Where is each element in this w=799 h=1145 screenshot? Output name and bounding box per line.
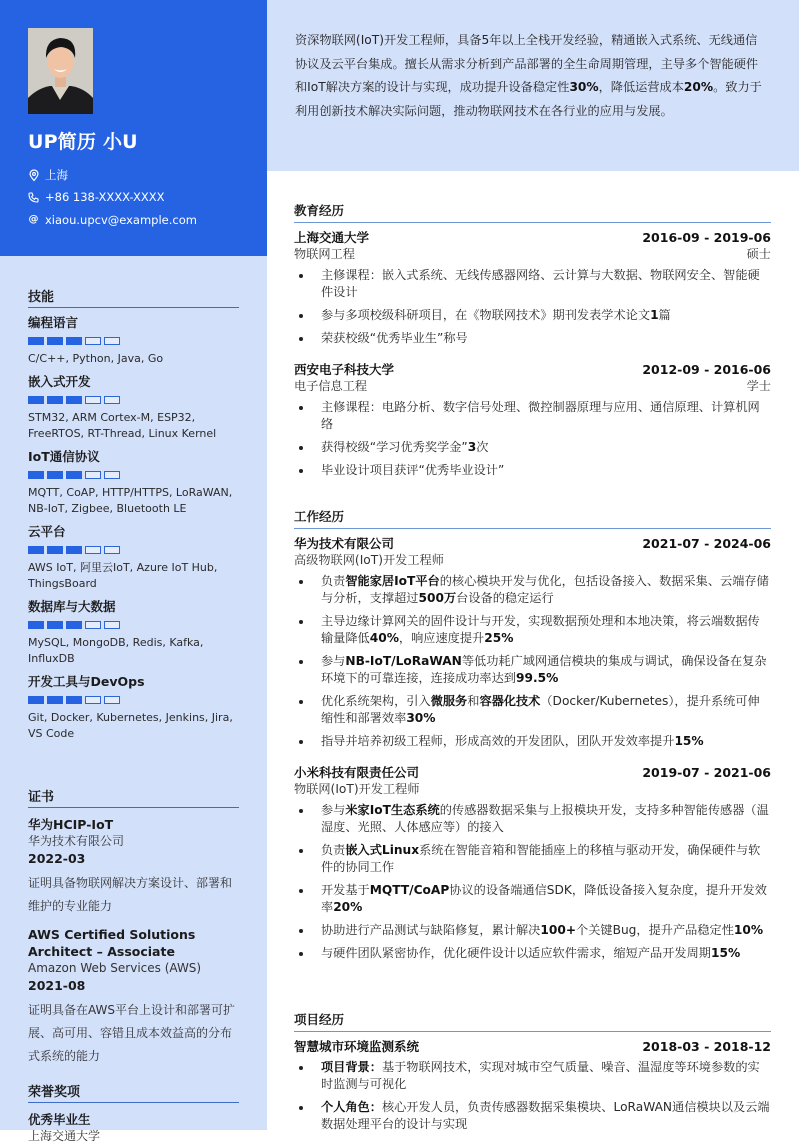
skill-name: IoT通信协议 bbox=[28, 449, 100, 464]
major: 物联网工程 bbox=[294, 247, 355, 261]
bullet-item bbox=[294, 802, 771, 836]
profile-header bbox=[0, 0, 267, 256]
text-segment: 资深物联网(IoT)开发工程师，具备5年以上全栈开发经验，精通嵌入式系统、无线通信协议及云平台集成。擅长从需求分析到产品部署的全生命周期管理，主导多个智能硬件和IoT解决方案的设计与实现，成功提升设备稳定性 bbox=[295, 33, 759, 94]
skill-item bbox=[28, 373, 239, 442]
bullet-item bbox=[294, 573, 771, 607]
level-filled-icon bbox=[28, 337, 44, 345]
certificates-list bbox=[28, 816, 239, 1068]
level-filled-icon bbox=[28, 396, 44, 404]
education-section bbox=[294, 201, 771, 485]
highlight-text: 30% bbox=[406, 711, 436, 725]
at-sign-icon: @ bbox=[28, 214, 39, 225]
education-list bbox=[294, 229, 771, 479]
contact-location bbox=[28, 167, 68, 183]
bullet-item bbox=[294, 267, 771, 301]
bullet-list bbox=[294, 1059, 771, 1133]
bullet-item bbox=[294, 439, 771, 456]
job-title: 物联网(IoT)开发工程师 bbox=[294, 782, 420, 796]
job-title: 高级物联网(IoT)开发工程师 bbox=[294, 553, 444, 567]
bullet-item bbox=[294, 307, 771, 324]
skill-item bbox=[28, 598, 239, 667]
projects-section bbox=[294, 1010, 771, 1139]
text-segment: 参与 bbox=[321, 654, 346, 668]
honors-section bbox=[28, 1081, 239, 1145]
sidebar bbox=[0, 0, 267, 1143]
bullet-item bbox=[294, 945, 771, 962]
text-segment: 开发基于 bbox=[321, 883, 370, 897]
school-name: 西安电子科技大学 bbox=[294, 362, 395, 377]
text-segment: 负责 bbox=[321, 843, 346, 857]
avatar bbox=[28, 28, 93, 114]
degree: 硕士 bbox=[746, 247, 771, 261]
text-segment: 和 bbox=[467, 694, 480, 708]
highlight-text: 米家IoT生态系统 bbox=[345, 803, 440, 817]
project-name: 智慧城市环境监测系统 bbox=[294, 1039, 420, 1054]
skill-name: 编程语言 bbox=[28, 315, 79, 330]
work-heading: 工作经历 bbox=[294, 507, 771, 529]
certificate-item bbox=[28, 926, 239, 1068]
contact-email bbox=[28, 213, 197, 227]
text-segment: （Docker/Kubernetes），提升系统可伸缩性和部署效率 bbox=[321, 694, 760, 725]
level-empty-icon bbox=[104, 396, 120, 404]
company-name: 华为技术有限公司 bbox=[294, 536, 395, 551]
text-segment: 等低功耗广域网通信模块的集成与调试，确保设备在复杂环境下的可靠连接，连接成功率达到 bbox=[321, 654, 767, 685]
text-segment: 核心开发人员，负责传感器数据采集模块、LoRaWAN通信模块以及云端数据处理平台的设计与实现 bbox=[321, 1100, 770, 1131]
level-filled-icon bbox=[28, 546, 44, 554]
work-section bbox=[294, 507, 771, 968]
bullet-item bbox=[294, 330, 771, 347]
school-name: 上海交通大学 bbox=[294, 230, 370, 245]
text-segment: 个关键Bug，提升产品稳定性 bbox=[576, 923, 734, 937]
date-range: 2019-07 - 2021-06 bbox=[642, 765, 771, 780]
project-entry bbox=[294, 1038, 771, 1133]
highlight-text: 15% bbox=[711, 946, 741, 960]
entry-header bbox=[294, 764, 771, 781]
date-range: 2018-03 - 2018-12 bbox=[642, 1039, 771, 1054]
text-segment: 台设备的稳定运行 bbox=[456, 591, 554, 605]
level-empty-icon bbox=[85, 396, 101, 404]
highlight-text: NB-IoT/LoRaWAN bbox=[345, 654, 462, 668]
contact-phone bbox=[28, 190, 164, 204]
work-list bbox=[294, 535, 771, 962]
text-segment: 。致力于利用创新技术解决实际问题，推动物联网技术在各行业的应用与发展。 bbox=[295, 80, 762, 118]
location-pin-icon bbox=[28, 170, 39, 181]
highlight-text: 25% bbox=[484, 631, 514, 645]
skills-section bbox=[28, 286, 239, 742]
skills-list bbox=[28, 314, 239, 742]
text-segment: 获得校级“学习优秀奖学金” bbox=[321, 440, 468, 454]
level-filled-icon bbox=[66, 337, 82, 345]
text-segment: 主修课程：电路分析、数字信号处理、微控制器原理与应用、通信原理、计算机网络 bbox=[321, 400, 760, 431]
highlight-text: 1 bbox=[650, 308, 659, 322]
entry-header bbox=[294, 229, 771, 246]
level-filled-icon bbox=[47, 396, 63, 404]
entry-header bbox=[294, 535, 771, 552]
bullet-item bbox=[294, 462, 771, 479]
level-empty-icon bbox=[85, 337, 101, 345]
text-segment: 次 bbox=[476, 440, 489, 454]
text-segment: 协议的设备端通信SDK，降低设备接入复杂度，提升开发效率 bbox=[321, 883, 767, 914]
major: 电子信息工程 bbox=[294, 379, 368, 393]
bullet-list bbox=[294, 267, 771, 347]
degree: 学士 bbox=[746, 379, 771, 393]
bullet-item bbox=[294, 733, 771, 750]
text-segment: 主导边缘计算网关的固件设计与开发，实现数据预处理和本地决策，将云端数据传输量降低 bbox=[321, 614, 760, 645]
education-entry bbox=[294, 361, 771, 479]
entry-header bbox=[294, 361, 771, 378]
highlight-text: 容器化技术 bbox=[479, 694, 541, 708]
level-empty-icon bbox=[104, 696, 120, 704]
skill-level-meter bbox=[28, 546, 239, 554]
bullet-item bbox=[294, 922, 771, 939]
education-heading: 教育经历 bbox=[294, 201, 771, 223]
email-link[interactable]: xiaou.upcv@example.com bbox=[45, 213, 197, 227]
text-segment: 毕业设计项目获评“优秀毕业设计” bbox=[321, 463, 505, 477]
level-filled-icon bbox=[28, 696, 44, 704]
phone-icon bbox=[28, 192, 39, 203]
highlight-text: MQTT/CoAP bbox=[369, 883, 450, 897]
skill-level-meter bbox=[28, 396, 239, 404]
skill-name: 云平台 bbox=[28, 524, 66, 539]
skill-level-meter bbox=[28, 471, 239, 479]
skill-description: C/C++, Python, Java, Go bbox=[28, 352, 164, 365]
level-filled-icon bbox=[66, 471, 82, 479]
skills-heading: 技能 bbox=[28, 286, 239, 308]
phone-text[interactable]: +86 138-XXXX-XXXX bbox=[45, 190, 165, 204]
text-segment: 协助进行产品测试与缺陷修复，累计解决 bbox=[321, 923, 541, 937]
text-segment: 基于物联网技术，实现对城市空气质量、噪音、温湿度等环境参数的实时监测与可视化 bbox=[321, 1060, 760, 1091]
level-filled-icon bbox=[28, 621, 44, 629]
date-range: 2021-07 - 2024-06 bbox=[642, 536, 771, 551]
bullet-item bbox=[294, 1059, 771, 1093]
summary-text bbox=[295, 29, 765, 123]
text-segment: 的核心模块开发与优化，包括设备接入、数据采集、云端存储与分析，支撑超过 bbox=[321, 574, 769, 605]
company-name: 小米科技有限责任公司 bbox=[294, 765, 420, 780]
highlight-text: 500万 bbox=[418, 591, 457, 605]
highlight-text: 40% bbox=[369, 631, 399, 645]
bullet-list bbox=[294, 573, 771, 750]
certificates-section bbox=[28, 786, 239, 1068]
highlight-text: 100+ bbox=[540, 923, 577, 937]
skill-level-meter bbox=[28, 337, 239, 345]
entry-subheader bbox=[294, 378, 771, 395]
highlight-text: 20% bbox=[333, 900, 363, 914]
text-segment: 系统在智能音箱和智能插座上的移植与驱动开发，确保硬件与软件的协同工作 bbox=[321, 843, 761, 874]
level-empty-icon bbox=[85, 546, 101, 554]
projects-list bbox=[294, 1038, 771, 1133]
skill-description: MySQL, MongoDB, Redis, Kafka, InfluxDB bbox=[28, 636, 204, 665]
level-filled-icon bbox=[47, 471, 63, 479]
skill-item bbox=[28, 448, 239, 517]
skill-name: 开发工具与DevOps bbox=[28, 674, 145, 689]
certificate-description: 证明具备物联网解决方案设计、部署和维护的专业能力 bbox=[28, 876, 233, 913]
certificate-issuer: Amazon Web Services (AWS) bbox=[28, 961, 202, 975]
candidate-name: UP简历 小U bbox=[28, 131, 138, 153]
highlight-text: 99.5% bbox=[516, 671, 559, 685]
level-filled-icon bbox=[28, 471, 44, 479]
skill-item bbox=[28, 673, 239, 742]
summary-panel bbox=[267, 0, 799, 171]
highlight-text: 15% bbox=[674, 734, 704, 748]
level-empty-icon bbox=[104, 337, 120, 345]
skill-name: 嵌入式开发 bbox=[28, 374, 91, 389]
projects-heading: 项目经历 bbox=[294, 1010, 771, 1032]
level-filled-icon bbox=[47, 696, 63, 704]
work-entry bbox=[294, 764, 771, 962]
bullet-item bbox=[294, 882, 771, 916]
date-range: 2016-09 - 2019-06 bbox=[642, 230, 771, 245]
skill-level-meter bbox=[28, 696, 239, 704]
skill-item bbox=[28, 523, 239, 592]
text-segment: 负责 bbox=[321, 574, 346, 588]
level-empty-icon bbox=[85, 621, 101, 629]
level-filled-icon bbox=[47, 621, 63, 629]
certificates-heading: 证书 bbox=[28, 786, 239, 808]
level-filled-icon bbox=[66, 621, 82, 629]
skill-description: Git, Docker, Kubernetes, Jenkins, Jira, VS Code bbox=[28, 711, 233, 740]
certificate-date: 2021-08 bbox=[28, 978, 86, 993]
certificate-item bbox=[28, 816, 239, 918]
text-segment: 参与多项校级科研项目，在《物联网技术》期刊发表学术论文 bbox=[321, 308, 651, 322]
skill-description: MQTT, CoAP, HTTP/HTTPS, LoRaWAN, NB-IoT, Zigbee, Bluetooth LE bbox=[28, 486, 233, 515]
certificate-name: 华为HCIP-IoT bbox=[28, 817, 114, 832]
highlight-text: 10% bbox=[733, 923, 764, 937]
skill-description: AWS IoT, 阿里云IoT, Azure IoT Hub, ThingsBoard bbox=[28, 561, 218, 590]
text-segment: 参与 bbox=[321, 803, 346, 817]
highlight-text: 项目背景： bbox=[321, 1060, 382, 1074]
highlight-text: 微服务 bbox=[430, 694, 468, 708]
level-filled-icon bbox=[66, 396, 82, 404]
text-segment: 指导并培养初级工程师，形成高效的开发团队，团队开发效率提升 bbox=[321, 734, 675, 748]
skill-name: 数据库与大数据 bbox=[28, 599, 116, 614]
text-segment: 荣获校级“优秀毕业生”称号 bbox=[321, 331, 468, 345]
text-segment: ，响应速度提升 bbox=[398, 631, 485, 645]
level-filled-icon bbox=[66, 696, 82, 704]
level-filled-icon bbox=[47, 546, 63, 554]
highlight-text: 3 bbox=[467, 440, 477, 454]
text-segment: 优化系统架构，引入 bbox=[321, 694, 431, 708]
entry-header bbox=[294, 1038, 771, 1055]
text-segment: ，降低运营成本 bbox=[598, 80, 684, 94]
location-text: 上海 bbox=[45, 168, 68, 182]
skill-level-meter bbox=[28, 621, 239, 629]
bullet-item bbox=[294, 653, 771, 687]
text-segment: 主修课程：嵌入式系统、无线传感器网络、云计算与大数据、物联网安全、智能硬件设计 bbox=[321, 268, 760, 299]
bullet-item bbox=[294, 613, 771, 647]
level-filled-icon bbox=[66, 546, 82, 554]
honors-heading: 荣誉奖项 bbox=[28, 1081, 239, 1103]
level-empty-icon bbox=[85, 696, 101, 704]
honor-name: 优秀毕业生 bbox=[28, 1112, 91, 1127]
entry-subheader bbox=[294, 246, 771, 263]
level-filled-icon bbox=[47, 337, 63, 345]
level-empty-icon bbox=[85, 471, 101, 479]
text-segment: 与硬件团队紧密协作，优化硬件设计以适应软件需求，缩短产品开发周期 bbox=[321, 946, 711, 960]
text-segment: 的传感器数据采集与上报模块开发，支持多种智能传感器（温湿度、光照、人体感应等）的接入 bbox=[321, 803, 769, 834]
level-empty-icon bbox=[104, 471, 120, 479]
certificate-name: AWS Certified Solutions Architect – Associate bbox=[28, 927, 196, 959]
education-entry bbox=[294, 229, 771, 347]
highlight-text: 30% bbox=[569, 80, 599, 94]
certificate-description: 证明具备在AWS平台上设计和部署可扩展、高可用、容错且成本效益高的分布式系统的能力 bbox=[28, 1003, 236, 1063]
work-entry bbox=[294, 535, 771, 750]
highlight-text: 个人角色： bbox=[321, 1100, 382, 1114]
certificate-issuer: 华为技术有限公司 bbox=[28, 834, 125, 848]
bullet-item bbox=[294, 1099, 771, 1133]
honor-org: 上海交通大学 bbox=[28, 1129, 101, 1143]
highlight-text: 20% bbox=[683, 80, 714, 94]
level-empty-icon bbox=[104, 546, 120, 554]
text-segment: 篇 bbox=[658, 308, 671, 322]
bullet-item bbox=[294, 842, 771, 876]
date-range: 2012-09 - 2016-06 bbox=[642, 362, 771, 377]
bullet-item bbox=[294, 399, 771, 433]
bullet-list bbox=[294, 399, 771, 479]
skill-description: STM32, ARM Cortex-M, ESP32, FreeRTOS, RT-Thread, Linux Kernel bbox=[28, 411, 217, 440]
avatar-photo-icon bbox=[28, 28, 93, 114]
skill-item bbox=[28, 314, 239, 367]
highlight-text: 智能家居IoT平台 bbox=[345, 574, 440, 588]
bullet-list bbox=[294, 802, 771, 962]
bullet-item bbox=[294, 693, 771, 727]
honor-item bbox=[28, 1111, 239, 1145]
certificate-date: 2022-03 bbox=[28, 851, 86, 866]
highlight-text: 嵌入式Linux bbox=[345, 843, 420, 857]
level-empty-icon bbox=[104, 621, 120, 629]
